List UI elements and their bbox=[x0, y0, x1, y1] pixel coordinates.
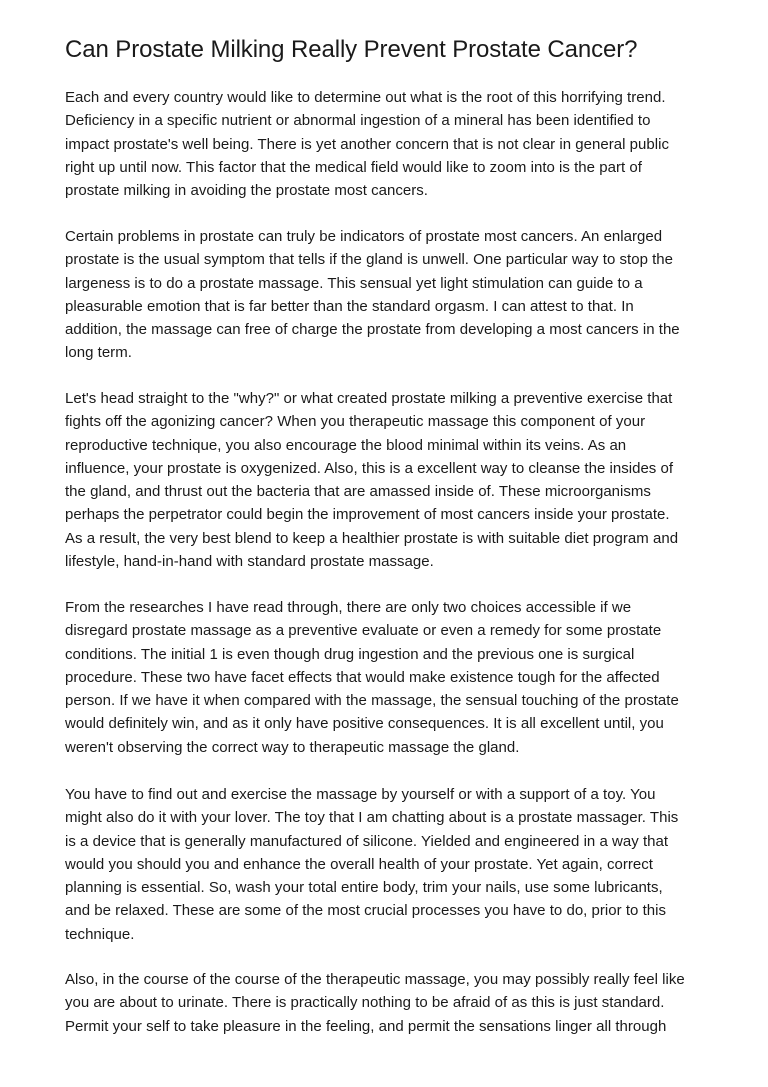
text-line: addition, the massage can free of charge the prostate from developing a most cancers in the bbox=[65, 321, 680, 339]
text-line: would definitely win, and as it only have positive consequences. It is all excellent until, you bbox=[65, 715, 664, 733]
text-line: Each and every country would like to determine out what is the root of this horrifying trend. bbox=[65, 89, 666, 106]
text-line: the gland, and thrust out the bacteria that are amassed inside of. These microorganisms bbox=[65, 483, 651, 501]
text-line: Permit your self to take pleasure in the feeling, and permit the sensations linger all through bbox=[65, 1017, 667, 1035]
paragraph-2 bbox=[65, 225, 705, 365]
text-line: person. If we have it when compared with the massage, the sensual touching of the prostate bbox=[65, 692, 679, 710]
text-line: pleasurable emotion that is far better than the standard orgasm. I can attest to that. In bbox=[65, 297, 634, 315]
paragraph-5 bbox=[65, 783, 705, 946]
text-line: disregard prostate massage as a preventive evaluate or even a remedy for some prostate bbox=[65, 622, 662, 640]
text-line: Deficiency in a specific nutrient or abnormal ingestion of a mineral has been identified to bbox=[65, 112, 651, 130]
paragraph-1 bbox=[65, 86, 705, 202]
text-line: procedure. These two have facet effects that would make existence tough for the affected bbox=[65, 668, 660, 686]
text-line: From the researches I have read through, there are only two choices accessible if we bbox=[65, 599, 632, 616]
text-line: you are about to urinate. There is practically nothing to be afraid of as this is just standard. bbox=[65, 994, 665, 1012]
text-line: perhaps the perpetrator could begin the improvement of most cancers inside your prostate. bbox=[65, 506, 670, 524]
text-line: largeness is to do a prostate massage. This sensual yet light stimulation can guide to a bbox=[65, 274, 643, 292]
text-line: prostate milking in avoiding the prostate most cancers. bbox=[65, 182, 428, 200]
text-line: impact prostate's well being. There is yet another concern that is not clear in general public bbox=[65, 135, 669, 153]
text-line: technique. bbox=[65, 925, 135, 943]
paragraph-4 bbox=[65, 596, 705, 759]
text-line: planning is essential. So, wash your total entire body, trim your nails, use some lubricants, bbox=[65, 879, 663, 897]
text-line: influence, your prostate is oxygenized. Also, this is a excellent way to cleanse the insides of bbox=[65, 459, 674, 477]
text-line: would you should you and enhance the overall health of your prostate. Yet again, correct bbox=[65, 855, 653, 873]
page-title: Can Prostate Milking Really Prevent Prostate Cancer? bbox=[65, 36, 638, 63]
text-line: lifestyle, hand-in-hand with standard prostate massage. bbox=[65, 553, 434, 571]
text-line: As a result, the very best blend to keep a healthier prostate is with suitable diet program and bbox=[65, 529, 679, 547]
text-line: reproductive technique, you also encourage the blood minimal within its veins. As an bbox=[65, 436, 627, 454]
text-line: is a device that is generally manufactured of silicone. Yielded and engineered in a way that bbox=[65, 832, 669, 850]
text-line: You have to find out and exercise the massage by yourself or with a support of a toy. You bbox=[65, 786, 656, 803]
text-line: prostate is the usual symptom that tells if the gland is unwell. One particular way to stop the bbox=[65, 251, 674, 269]
text-line: and be relaxed. These are some of the most crucial processes you have to do, prior to this bbox=[65, 902, 667, 920]
text-line: right up until now. This factor that the medical field would like to zoom into is the part of bbox=[65, 158, 642, 176]
text-line: Also, in the course of the course of the therapeutic massage, you may possibly really feel like bbox=[65, 971, 685, 988]
paragraph-3 bbox=[65, 387, 705, 573]
text-line: might also do it with your lover. The toy that I am chatting about is a prostate massager. This bbox=[65, 809, 679, 827]
text-line: Let's head straight to the "why?" or what created prostate milking a preventive exercise that bbox=[65, 390, 673, 407]
paragraph-6 bbox=[65, 968, 705, 1038]
text-line: long term. bbox=[65, 344, 132, 362]
text-line: conditions. The initial 1 is even though drug ingestion and the previous one is surgical bbox=[65, 645, 635, 663]
text-line: weren't observing the correct way to therapeutic massage the gland. bbox=[65, 738, 520, 756]
text-line: Certain problems in prostate can truly be indicators of prostate most cancers. An enlarged bbox=[65, 228, 663, 245]
text-line: fights off the agonizing cancer? When you therapeutic massage this component of your bbox=[65, 413, 646, 431]
